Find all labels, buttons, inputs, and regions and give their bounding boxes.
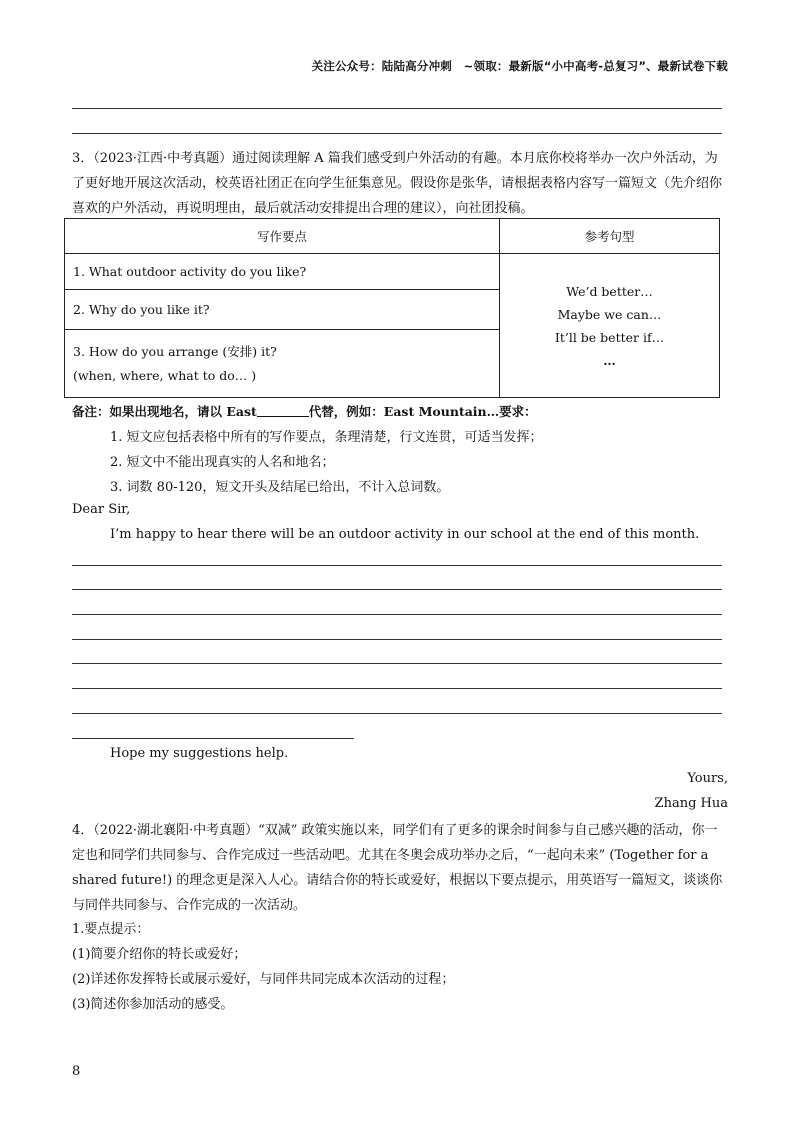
- table-header-points: 写作要点: [65, 219, 500, 254]
- answer-line: [72, 133, 722, 134]
- opening-sentence: I’m happy to hear there will be an outdoor activity in our school at the end of this month.: [110, 527, 700, 542]
- page-number: 8: [72, 1064, 81, 1079]
- signature: Zhang Hua: [654, 796, 728, 811]
- answer-line: [72, 713, 722, 714]
- answer-line: [72, 688, 722, 689]
- table-header-sentences: 参考句型: [500, 219, 720, 254]
- answer-line: [72, 663, 722, 664]
- tip-2: (2)详述你发挥特长或展示爱好，与同伴共同完成本次活动的过程；: [72, 972, 455, 987]
- writing-points-table: [64, 218, 720, 398]
- question-4-prompt: 4．（2022·湖北襄阳·中考真题）“双减” 政策实施以来，同学们有了更多的课余时间参与自己感兴趣的活动，你一定也和同学们共同参与、合作完成过一些活动吧。尤其在冬奥会成功举办之后，“一起向未来” (Together for a shared future!) 的理念更是深入人心。请结合你的特长或爱好，根据以下要点提示，用英语写一篇短文，谈谈你与同伴共同参与、合作完成的一次活动。: [72, 823, 723, 913]
- requirement-3: 3. 词数 80-120，短文开头及结尾已给出，不计入总词数。: [110, 480, 450, 495]
- requirement-1: 1. 短文应包括表格中所有的写作要点，条理清楚，行文连贯，可适当发挥；: [110, 430, 543, 445]
- answer-line: [72, 108, 722, 109]
- tip-1: (1)简要介绍你的特长或爱好；: [72, 947, 247, 962]
- answer-line: [72, 738, 354, 739]
- requirement-2: 2. 短文中不能出现真实的人名和地名；: [110, 455, 335, 470]
- reference-sentence-2: Maybe we can…: [557, 306, 662, 322]
- answer-line: [72, 565, 722, 566]
- writing-point-3-line-1: 3. How do you arrange (安排) it?: [73, 343, 277, 359]
- sign-off: Yours,: [687, 771, 728, 786]
- answer-line: [72, 614, 722, 615]
- closing-sentence: Hope my suggestions help.: [110, 746, 289, 761]
- reference-sentence-4: …: [603, 352, 616, 368]
- answer-line: [72, 589, 722, 590]
- writing-point-3: [65, 330, 500, 398]
- note-text-a: 备注：如果出现地名，请以 East: [72, 404, 257, 419]
- page-header: 关注公众号：陆陆高分冲刺 ~领取：最新版“小中高考-总复习”、最新试卷下载: [311, 59, 728, 73]
- tips-title: 1.要点提示：: [72, 922, 150, 937]
- note: [72, 402, 537, 420]
- answer-line: [72, 639, 722, 640]
- reference-sentence-3: It’ll be better if…: [554, 329, 665, 345]
- writing-point-1: 1. What outdoor activity do you like?: [65, 254, 500, 290]
- tip-3: (3)简述你参加活动的感受。: [72, 997, 234, 1012]
- reference-sentences: [500, 254, 720, 398]
- writing-point-2: 2. Why do you like it?: [65, 290, 500, 330]
- question-3-prompt: 3．（2023·江西·中考真题）通过阅读理解 A 篇我们感受到户外活动的有趣。本月底你校将举办一次户外活动，为了更好地开展这次活动，校英语社团正在向学生征集意见。假设你是张华，请根据表格内容写一篇短文（先介绍你喜欢的户外活动，再说明理由，最后就活动安排提出合理的建议），向社团投稿。: [72, 151, 723, 216]
- reference-sentence-1: We’d better…: [566, 283, 653, 299]
- writing-point-3-line-2: (when, where, what to do… ): [73, 367, 257, 383]
- salutation: Dear Sir,: [72, 502, 131, 517]
- note-text-b: 代替，例如：East Mountain…要求：: [308, 404, 537, 419]
- note-blank: [257, 404, 309, 417]
